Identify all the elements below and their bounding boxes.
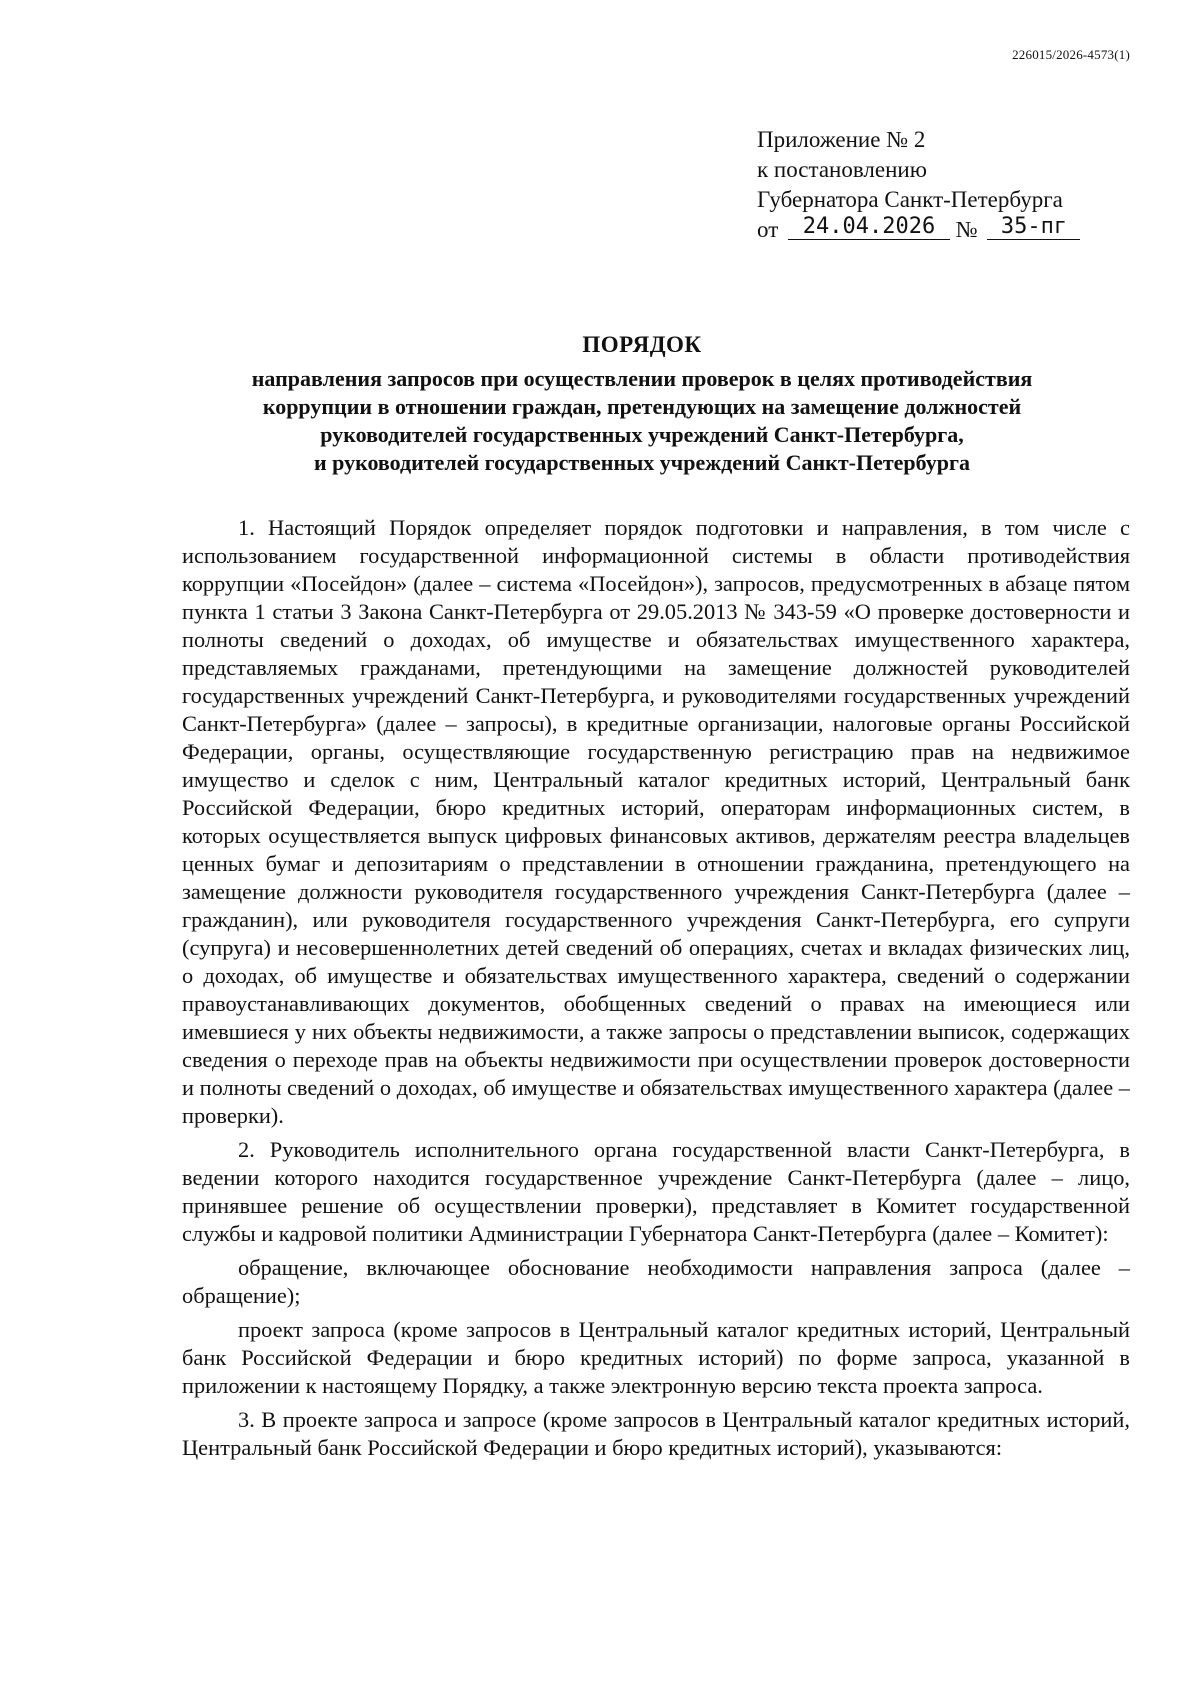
appendix-line-3: Губернатора Санкт-Петербурга [757,187,1063,212]
title-line-1: направления запросов при осуществлении проверок в целях противодействия [251,366,1033,391]
title-main: ПОРЯДОК [582,332,702,357]
appendix-block [757,125,1137,245]
appendix-line-1: Приложение № 2 [757,127,926,152]
title-line-4: и руководителей государственных учреждений Санкт-Петербурга [313,450,971,475]
date-prefix: от [757,217,779,242]
document-body [182,514,1130,1462]
document-title [180,331,1104,477]
appendix-line-2: к постановлению [757,157,927,182]
paragraph-2-item-2: проект запроса (кроме запросов в Центральный каталог кредитных историй, Центральный банк Российской Федерации и бюро кредитных историй) по форме запроса, указанной в приложении к настоящему Порядку, а также электронную версию текста проекта запроса. [182,1317,1130,1398]
paragraph-2: 2. Руководитель исполнительного органа государственной власти Санкт-Петербурга, в ведении которого находится государственное учреждение Санкт-Петербурга (далее – лицо, принявшее решение об осуществлении проверки), представляет в Комитет государственной службы и кадровой политики Администрации Губернатора Санкт-Петербурга (далее – Комитет): [182,1137,1130,1246]
paragraph-2-item-1: обращение, включающее обоснование необходимости направления запроса (далее – обращение); [182,1255,1130,1308]
paragraph-3: 3. В проекте запроса и запросе (кроме запросов в Центральный каталог кредитных историй, Центральный банк Российской Федерации и бюро кредитных историй), указываются: [182,1407,1130,1460]
title-line-2: коррупции в отношении граждан, претендующих на замещение должностей [262,394,1022,419]
decree-number: 35-пг [987,215,1080,240]
document-id: 226015/2026-4573(1) [1012,47,1130,62]
title-line-3: руководителей государственных учреждений Санкт-Петербурга, [320,422,964,447]
paragraph-1: 1. Настоящий Порядок определяет порядок подготовки и направления, в том числе с использованием государственной информационной системы в области противодействия коррупции «Посейдон» (далее – система «Посейдон»), запросов, предусмотренных в абзаце пятом пункта 1 статьи 3 Закона Санкт-Петербурга от 29.05.2013 № 343-59 «О проверке достоверности и полноты сведений о доходах, об имуществе и обязательствах имущественного характера, представляемых гражданами, претендующими на замещение должностей руководителей государственных учреждений Санкт-Петербурга, и руководителями государственных учреждений Санкт-Петербурга» (далее – запросы), в кредитные организации, налоговые органы Российской Федерации, органы, осуществляющие государственную регистрацию прав на недвижимое имущество и сделок с ним, Центральный каталог кредитных историй, Центральный банк Российской Федерации, бюро кредитных историй, операторам информационных систем, в которых осуществляется выпуск цифровых финансовых активов, держателям реестра владельцев ценных бумаг и депозитариям о представлении в отношении гражданина, претендующего на замещение должности руководителя государственного учреждения Санкт-Петербурга (далее – гражданин), или руководителя государственного учреждения Санкт-Петербурга, его супруги (супруга) и несовершеннолетних детей сведений об операциях, счетах и вкладах физических лиц, о доходах, об имуществе и обязательствах имущественного характера, сведений о содержании правоустанавливающих документов, обобщенных сведений о правах на имеющиеся или имевшиеся у них объекты недвижимости, а также запросы о представлении выписок, содержащих сведения о переходе прав на объекты недвижимости при осуществлении проверок достоверности и полноты сведений о доходах, об имуществе и обязательствах имущественного характера (далее – проверки). [182,515,1130,1128]
appendix-date-line [757,215,1137,245]
decree-date: 24.04.2026 [788,215,950,240]
number-sign: № [955,217,978,242]
